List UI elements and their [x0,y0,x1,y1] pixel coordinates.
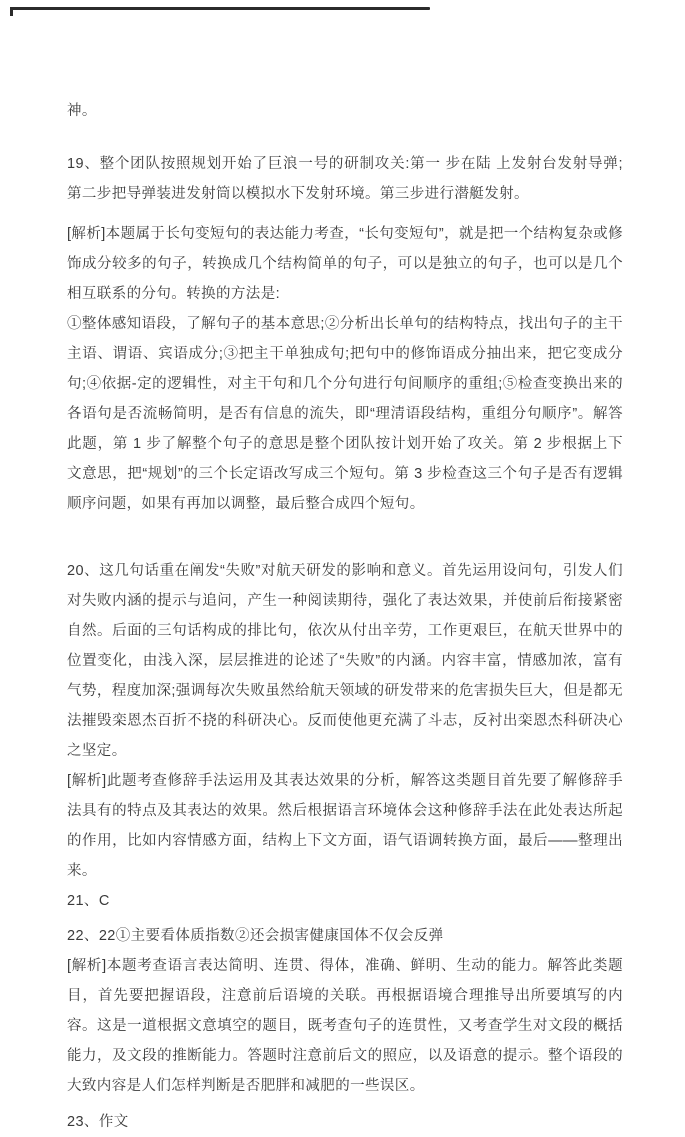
document-content [67,96,623,1137]
paragraph-answer-23: 23、作文 [67,1114,129,1130]
paragraph-analysis-19-intro: [解析]本题属于长句变短句的表达能力考查，“长句变短句”，就是把一个结构复杂或修饰成分较多的句子，转换成几个结构简单的句子，可以是独立的句子，也可以是几个相互联系的分句。转换的方法是: [67,226,623,302]
paragraph-answer-21: 21、C [67,893,110,909]
paragraph-analysis-19-steps: ①整体感知语段，了解句子的基本意思;②分析出长单句的结构特点，找出句子的主干主语、谓语、宾语成分;③把主干单独成句;把句中的修饰语成分抽出来，把它变成分句;④依据-定的逻辑性，对主干句和几个分句进行句间顺序的重组;⑤检查变换出来的各语句是否流畅简明，是否有信息的流失，即“理清语段结构，重组分句顺序”。解答此题，第 1 步了解整个句子的意思是整个团队按计划开始了攻关。第 2 步根据上下文意思，把“规划”的三个长定语改写成三个短句。第 3 步检查这三个句子是否有逻辑顺序问题，如果有再加以调整，最后整合成四个短句。 [67,316,623,512]
paragraph-analysis-22: [解析]本题考查语言表达简明、连贯、得体，准确、鲜明、生动的能力。解答此类题目，首先要把握语段，注意前后语境的关联。再根据语境合理推导出所要填写的内容。这是一道根据文意填空的题目，既考查句子的连贯性，又考查学生对文段的概括能力，及文段的推断能力。答题时注意前后文的照应，以及语意的提示。整个语段的大致内容是人们怎样判断是否肥胖和减肥的一些误区。 [67,958,623,1094]
paragraph-answer-19: 19、整个团队按照规划开始了巨浪一号的研制攻关:第一 步在陆 上发射台发射导弹;第二步把导弹装进发射筒以模拟水下发射环境。第三步进行潜艇发射。 [67,156,623,202]
scan-artifact-line [10,7,430,10]
paragraph-answer-20: 20、这几句话重在阐发“失败”对航天研发的影响和意义。首先运用设问句，引发人们对失败内涵的提示与追问，产生一种阅读期待，强化了表达效果，并使前后衔接紧密自然。后面的三句话构成的排比句，依次从付出辛劳，工作更艰巨，在航天世界中的位置变化，由浅入深，层层推进的论述了“失败”的内涵。内容丰富，情感加浓，富有气势，程度加深;强调每次失败虽然给航天领域的研发带来的危害损失巨大，但是都无法摧毁栾恩杰百折不挠的科研决心。反而使他更充满了斗志，反衬出栾恩杰科研决心之坚定。 [67,563,623,759]
paragraph-sentence-tail: 神。 [67,103,97,119]
paragraph-answer-22: 22、22①主要看体质指数②还会损害健康国体不仅会反弹 [67,928,444,944]
paragraph-analysis-20: [解析]此题考查修辞手法运用及其表达效果的分析，解答这类题目首先要了解修辞手法具有的特点及其表达的效果。然后根据语言环境体会这种修辞手法在此处表达所起的作用，比如内容情感方面，结构上下文方面，语气语调转换方面，最后——整理出来。 [67,773,623,879]
